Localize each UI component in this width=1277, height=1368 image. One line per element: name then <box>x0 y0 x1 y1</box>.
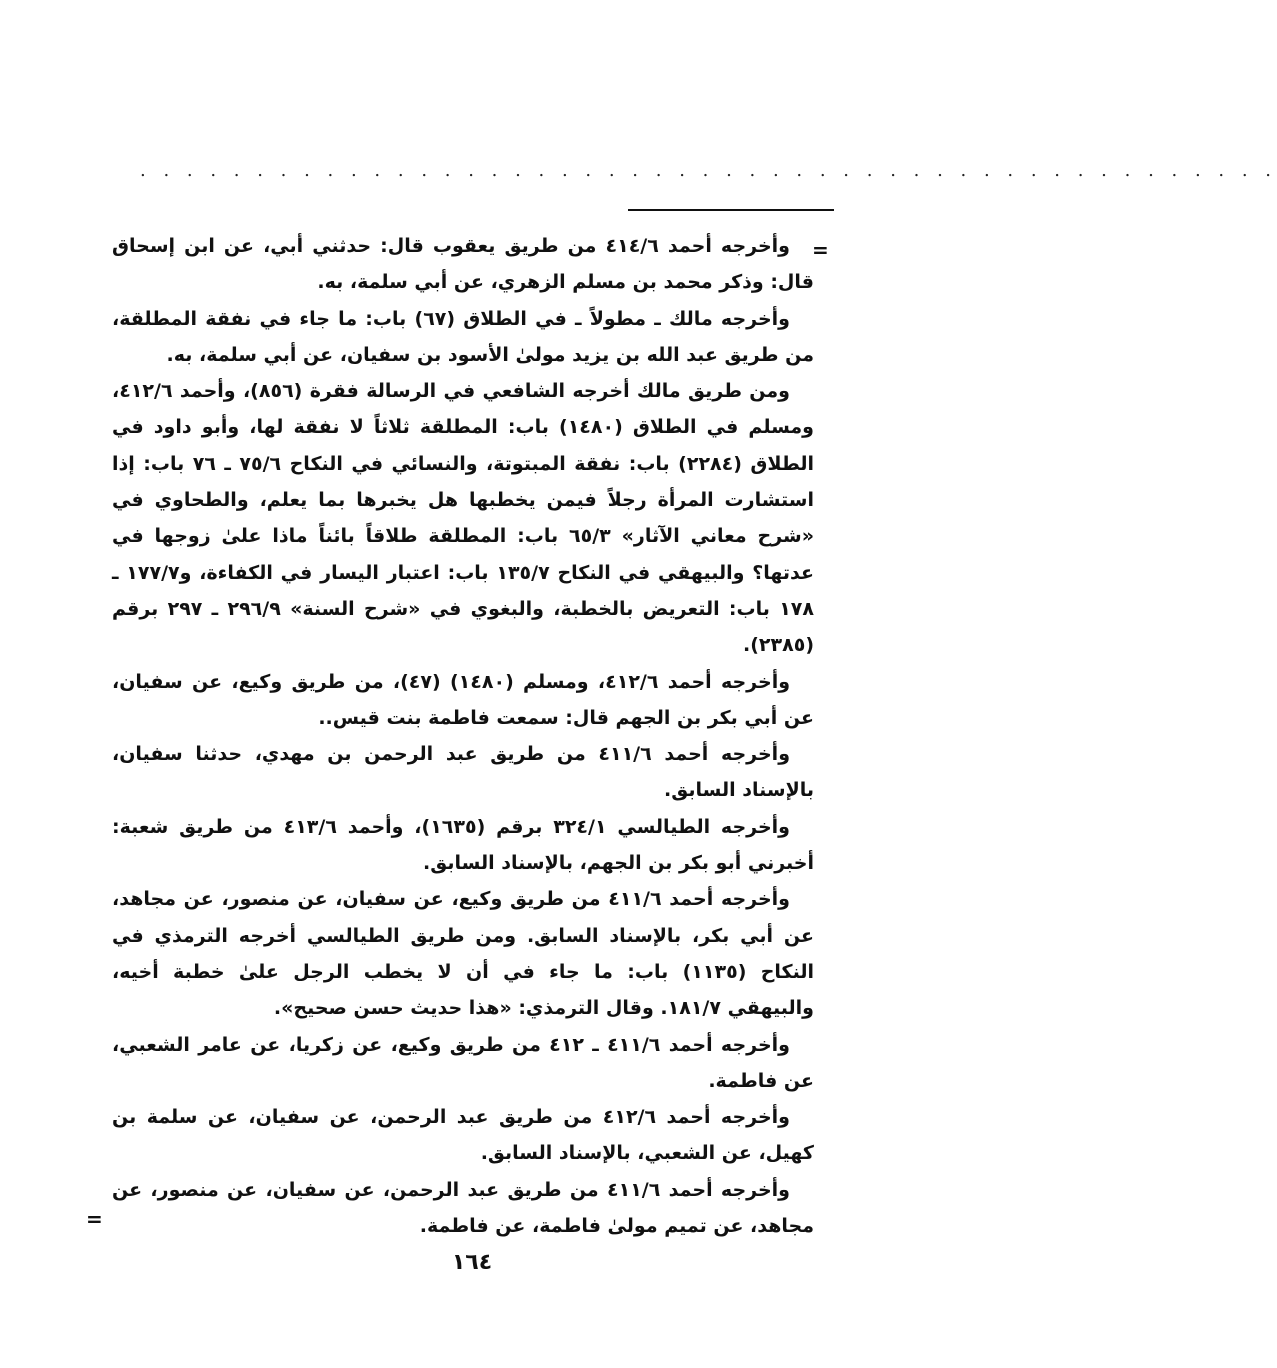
paragraph: وأخرجه أحمد ٤١١/٦ من طريق عبد الرحمن بن مهدي، حدثنا سفيان، بالإسناد السابق. <box>112 743 814 802</box>
footnote-rule <box>628 209 834 211</box>
paragraph: وأخرجه أحمد ٤١١/٦ ـ ٤١٢ من طريق وكيع، عن زكريا، عن عامر الشعبي، عن فاطمة. <box>112 1033 814 1092</box>
paragraph: وأخرجه أحمد ٤١١/٦ من طريق عبد الرحمن، عن سفيان، عن منصور، عن مجاهد، عن تميم مولىٰ فاطمة، عن فاطمة. <box>112 1178 814 1238</box>
continuation-mark-top: = <box>812 238 829 262</box>
paragraph: وأخرجه الطيالسي ٣٢٤/١ برقم (١٦٣٥)، وأحمد ٤١٣/٦ من طريق شعبة: أخبرني أبو بكر بن الجهم، بالإسناد السابق. <box>112 815 814 875</box>
paragraph: وأخرجه أحمد ٤١٤/٦ من طريق يعقوب قال: حدثني أبي، عن ابن إسحاق قال: وذكر محمد بن مسلم الزهري، عن أبي سلمة، به. <box>112 235 814 294</box>
continuation-mark-bottom: = <box>86 1207 103 1231</box>
paragraph: ومن طريق مالك أخرجه الشافعي في الرسالة فقرة (٨٥٦)، وأحمد ٤١٢/٦، ومسلم في الطلاق (١٤٨٠) باب: المطلقة ثلاثاً لا نفقة لها، وأبو داود في الطلاق (٢٢٨٤) باب: نفقة المبتوتة، والنسائي في النكاح ٧٥/٦ ـ ٧٦ باب: إذا استشارت المرأة رجلاً فيمن يخطبها هل يخبرها بما يعلم، والطحاوي في «شرح معاني الآثار» ٦٥/٣ باب: المطلقة طلاقاً بائناً ماذا علىٰ زوجها في عدتها؟ والبيهقي في النكاح ١٣٥/٧ باب: اعتبار اليسار في الكفاءة، و١٧٧/٧ ـ ١٧٨ باب: التعريض بالخطبة، والبغوي في «شرح السنة» ٢٩٦/٩ ـ ٢٩٧ برقم (٢٣٨٥). <box>112 380 814 657</box>
separator-dots: . . . . . . . . . . . . . . . . . . . . . . . . . . . . . . . . . . . . . . . . . . . . . . . . . <box>140 160 1277 181</box>
paragraph: وأخرجه أحمد ٤١٢/٦، ومسلم (١٤٨٠) (٤٧)، من طريق وكيع، عن سفيان، عن أبي بكر بن الجهم قال: سمعت فاطمة بنت قيس.. <box>112 670 814 729</box>
paragraph: وأخرجه مالك ـ مطولاً ـ في الطلاق (٦٧) باب: ما جاء في نفقة المطلقة، من طريق عبد الله بن يزيد مولىٰ الأسود بن سفيان، عن أبي سلمة، به. <box>112 307 814 366</box>
paragraph: وأخرجه أحمد ٤١١/٦ من طريق وكيع، عن سفيان، عن منصور، عن مجاهد، عن أبي بكر، بالإسناد السابق. ومن طريق الطيالسي أخرجه الترمذي في النكاح (١١٣٥) باب: ما جاء في أن لا يخطب الرجل علىٰ خطبة أخيه، والبيهقي ١٨١/٧. وقال الترمذي: «هذا حديث حسن صحيح». <box>112 888 815 1020</box>
page-number: ١٦٤ <box>451 1250 493 1275</box>
footnote-text <box>112 228 814 1244</box>
paragraph: وأخرجه أحمد ٤١٢/٦ من طريق عبد الرحمن، عن سفيان، عن سلمة بن كهيل، عن الشعبي، بالإسناد السابق. <box>112 1106 814 1165</box>
